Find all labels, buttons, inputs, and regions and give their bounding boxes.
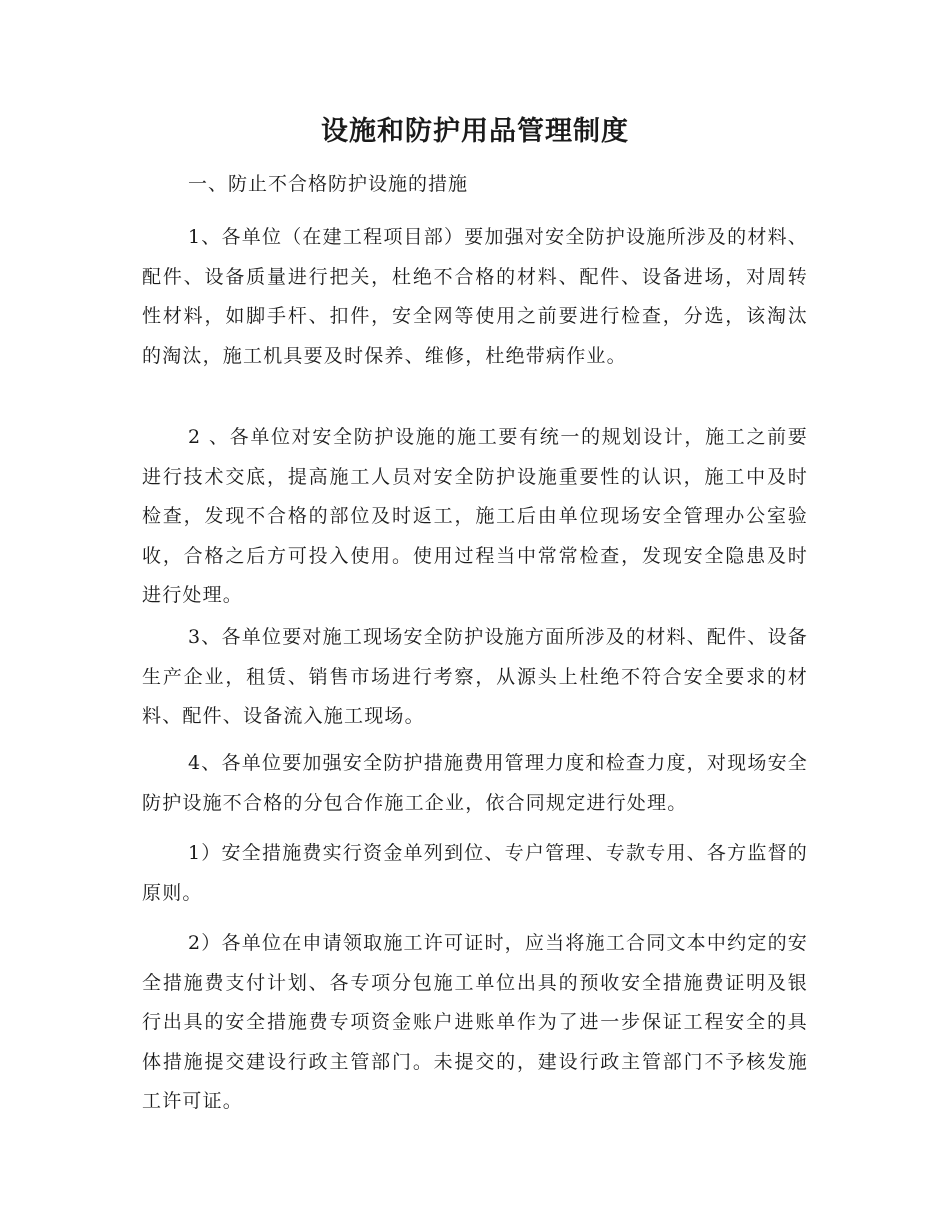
paragraph-3: 3、各单位要对施工现场安全防护设施方面所涉及的材料、配件、设备生产企业，租赁、销售市场进行考察，从源头上杜绝不符合安全要求的材料、配件、设备流入施工现场。 — [142, 626, 808, 727]
paragraph-4-item-1: 1）安全措施费实行资金单列到位、专户管理、专款专用、各方监督的原则。 — [142, 842, 808, 904]
paragraph-1: 1、各单位（在建工程项目部）要加强对安全防护设施所涉及的材料、配件、设备质量进行把关，杜绝不合格的材料、配件、设备进场，对周转性材料，如脚手杆、扣件，安全网等使用之前要进行检查，分选，该淘汰的淘汰，施工机具要及时保养、维修，杜绝带病作业。 — [142, 226, 808, 367]
paragraph-2: 2 、各单位对安全防护设施的施工要有统一的规划设计，施工之前要进行技术交底，提高施工人员对安全防护设施重要性的认识，施工中及时检查，发现不合格的部位及时返工，施工后由单位现场安全管理办公室验收，合格之后方可投入使用。使用过程当中常常检查，发现安全隐患及时进行处理。 — [142, 426, 808, 606]
paragraph-4: 4、各单位要加强安全防护措施费用管理力度和检查力度，对现场安全防护设施不合格的分包合作施工企业，依合同规定进行处理。 — [142, 752, 808, 814]
paragraph-4-item-2: 2）各单位在申请领取施工许可证时，应当将施工合同文本中约定的安全措施费支付计划、各专项分包施工单位出具的预收安全措施费证明及银行出具的安全措施费专项资金账户进账单作为了进一步保证工程安全的具体措施提交建设行政主管部门。未提交的，建设行政主管部门不予核发施工许可证。 — [142, 932, 808, 1112]
section-heading: 一、防止不合格防护设施的措施 — [188, 173, 469, 195]
document-title: 设施和防护用品管理制度 — [321, 116, 629, 147]
